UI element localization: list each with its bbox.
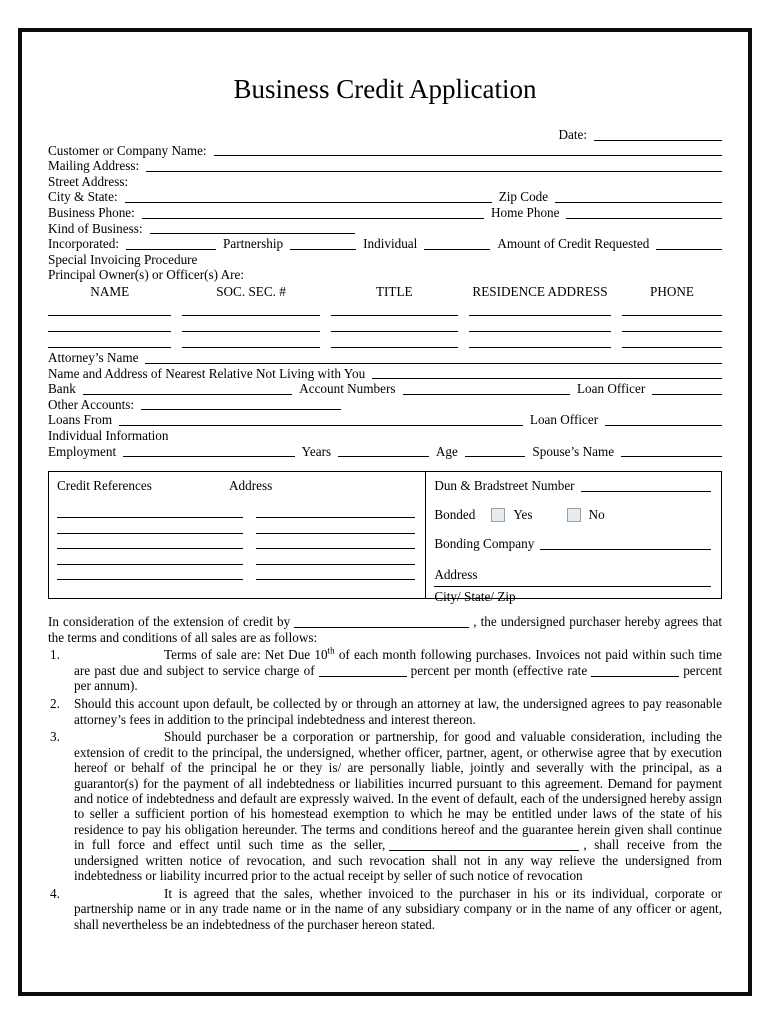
attorney-name-label: Attorney’s Name: [48, 349, 139, 365]
home-phone-line[interactable]: [566, 207, 722, 219]
owners-col-residence-address: RESIDENCE ADDRESS: [472, 283, 608, 299]
term-item-3: [48, 729, 722, 883]
bank-row: [48, 381, 722, 397]
term-4-text: It is agreed that the sales, whether invoiced to the purchaser in his or its individual, corporate or partnership name or in any trade name or in the name of any subsidiary company or in the name of any officer or agent, shall nevertheless be an indebtedness of the purchaser hereon stated.: [74, 886, 722, 932]
bonded-yes-checkbox[interactable]: [491, 508, 505, 522]
owners-col-name: NAME: [90, 283, 130, 299]
credit-reference-row: [57, 564, 415, 565]
individual-information-row: [48, 428, 722, 444]
principal-owners-row: [48, 267, 722, 283]
term-1-text-b: of each month following purchases. Invoices not paid within such time are past due and subject to service charge of: [74, 647, 723, 678]
spouse-name-line[interactable]: [621, 445, 722, 457]
home-phone-label: Home Phone: [490, 204, 560, 220]
owner-title-line[interactable]: [331, 300, 458, 316]
zip-code-label: Zip Code: [498, 189, 549, 205]
owner-ssn-line[interactable]: [182, 332, 319, 348]
owners-table: [48, 284, 722, 348]
owners-table-row: [48, 300, 722, 316]
credit-reference-row: [57, 533, 415, 534]
term-item-1-number: 1.: [50, 647, 60, 663]
term-item-1-text: [74, 647, 722, 693]
credit-address-line[interactable]: [256, 533, 415, 534]
bonding-company-line[interactable]: [540, 538, 711, 550]
customer-name-line[interactable]: [214, 144, 722, 156]
terms-section: [48, 614, 722, 932]
credit-reference-row: [57, 579, 415, 580]
bonded-no-label: No: [588, 507, 605, 523]
bonding-address-line[interactable]: [434, 586, 711, 587]
credit-reference-line[interactable]: [57, 564, 243, 565]
term-1-text-c: percent per month (effective rate: [410, 662, 588, 678]
credit-reference-line[interactable]: [57, 579, 243, 580]
years-line[interactable]: [338, 445, 429, 457]
bonded-no-checkbox[interactable]: [567, 508, 581, 522]
owners-col-phone: PHONE: [650, 283, 694, 299]
years-label: Years: [301, 443, 332, 459]
employment-row: [48, 444, 722, 460]
attorney-name-line[interactable]: [145, 352, 722, 364]
customer-name-label: Customer or Company Name:: [48, 142, 207, 158]
nearest-relative-row: [48, 366, 722, 382]
mailing-address-line[interactable]: [146, 160, 722, 172]
credit-references-label: Credit References: [57, 478, 152, 494]
term-1-text-a: Terms of sale are: Net Due 10: [164, 647, 328, 663]
bonding-panel: [425, 472, 721, 605]
bank-line[interactable]: [83, 383, 292, 395]
nearest-relative-label: Name and Address of Nearest Relative Not Living with You: [48, 365, 366, 381]
owner-phone-line[interactable]: [622, 316, 722, 332]
date-line[interactable]: [594, 129, 722, 141]
owner-name-line[interactable]: [48, 300, 171, 316]
mailing-address-row: [48, 158, 722, 174]
credit-address-label: Address: [228, 478, 273, 494]
bonding-company-row: [434, 536, 711, 552]
bonded-yes-label: Yes: [513, 507, 533, 523]
bonding-company-label: Bonding Company: [434, 536, 535, 552]
owner-ssn-line[interactable]: [182, 316, 319, 332]
credit-references-panel: [49, 472, 425, 598]
form-title: Business Credit Application: [233, 74, 537, 104]
owners-table-row: [48, 316, 722, 332]
mailing-address-label: Mailing Address:: [48, 158, 140, 174]
bonded-row: [434, 507, 711, 523]
bonding-city-state-zip-row: [434, 589, 711, 605]
credit-reference-row: [57, 548, 415, 549]
special-invoicing-label: Special Invoicing Procedure: [48, 251, 198, 267]
loan-officer-2-label: Loan Officer: [529, 412, 599, 428]
term-item-1: [48, 647, 722, 693]
employment-line[interactable]: [123, 445, 295, 457]
kind-of-business-line[interactable]: [150, 222, 355, 234]
loan-officer-line[interactable]: [652, 383, 722, 395]
special-invoicing-row: [48, 252, 722, 268]
dun-bradstreet-line[interactable]: [581, 480, 711, 492]
term-1-text-d: percent per annum).: [74, 662, 722, 694]
street-address-label: Street Address:: [48, 173, 129, 189]
term-3-text-a: Should purchaser be a corporation or partnership, for good and valuable consideration, including the extension of credit to the principal, the undersigned, whether officer, partner, agent, or otherwise agree that by execution hereof or behalf of the principal he or they is/ are personally liable, jointly and severally with the principal, as a guarantor(s) for the payment of all indebtedness or liabilities incurred pursuant to this agreement. Demand for payment and notice of indebtedness and default are expressly waived. In the event of default, each of the undersigned hereby assign to seller a sufficient portion of his homestead exemption to which he may be entitled under laws of the state of his residence to pay his obligation hereunder. The terms and conditions hereof and the guarantee herein given shall continue in full force and effect until such time as the seller,: [74, 729, 722, 853]
intro-text-b: , the undersigned purchaser hereby agrees that the terms and conditions of all sales are as follows:: [48, 614, 723, 645]
amount-of-credit-line[interactable]: [656, 238, 722, 250]
other-accounts-row: [48, 397, 722, 413]
owner-title-line[interactable]: [331, 316, 458, 332]
spouse-name-label: Spouse’s Name: [532, 443, 615, 459]
date-label: Date:: [558, 127, 587, 142]
business-phone-label: Business Phone:: [48, 204, 135, 220]
city-state-line[interactable]: [125, 191, 492, 203]
page-border: [18, 28, 752, 996]
owners-table-row: [48, 332, 722, 348]
credit-reference-line[interactable]: [57, 533, 243, 534]
attorney-row: [48, 350, 722, 366]
owner-name-line[interactable]: [48, 332, 171, 348]
ordinal-suffix: th: [327, 646, 335, 657]
intro-text-a: In consideration of the extension of credit by: [48, 614, 291, 630]
bonded-label: Bonded: [434, 507, 476, 523]
effective-rate-line[interactable]: [591, 665, 679, 677]
credit-reference-row: [57, 517, 415, 518]
phones-row: [48, 205, 722, 221]
dun-bradstreet-label: Dun & Bradstreet Number: [434, 478, 575, 494]
credit-references-box: [48, 471, 722, 605]
owner-phone-line[interactable]: [622, 332, 722, 348]
other-accounts-label: Other Accounts:: [48, 396, 135, 412]
service-charge-line[interactable]: [319, 665, 407, 677]
dun-bradstreet-row: [434, 478, 711, 494]
owner-title-line[interactable]: [331, 332, 458, 348]
loan-officer-label: Loan Officer: [576, 381, 646, 397]
city-state-label: City & State:: [48, 189, 118, 205]
nearest-relative-line[interactable]: [372, 367, 722, 379]
term-item-3-text: [74, 729, 722, 883]
kind-of-business-row: [48, 221, 722, 237]
partnership-line[interactable]: [290, 238, 356, 250]
term-item-2: [48, 696, 722, 727]
loan-officer-2-line[interactable]: [605, 414, 722, 426]
other-accounts-line[interactable]: [141, 398, 341, 410]
amount-of-credit-label: Amount of Credit Requested: [497, 236, 650, 252]
loans-from-row: [48, 412, 722, 428]
loans-from-label: Loans From: [48, 412, 113, 428]
owners-col-title: TITLE: [375, 283, 413, 299]
credit-address-line[interactable]: [256, 548, 415, 549]
bank-label: Bank: [48, 381, 76, 397]
owners-col-ssn: SOC. SEC. #: [216, 283, 286, 299]
owner-name-line[interactable]: [48, 316, 171, 332]
term-item-4-number: 4.: [50, 886, 60, 901]
individual-information-label: Individual Information: [48, 427, 169, 443]
account-numbers-line[interactable]: [403, 383, 570, 395]
term-item-4-text: [74, 886, 722, 932]
owner-ssn-line[interactable]: [182, 300, 319, 316]
individual-line[interactable]: [424, 238, 490, 250]
business-phone-line[interactable]: [142, 207, 484, 219]
individual-label: Individual: [363, 236, 418, 252]
credit-references-header: [57, 478, 415, 494]
terms-intro: [48, 614, 722, 645]
term-2-text: Should this account upon default, be collected by or through an attorney at law, the undersigned agrees to pay reasonable attorney’s fees in addition to the principal indebtedness and interest thereon.: [74, 696, 722, 727]
owner-address-line[interactable]: [469, 316, 611, 332]
term-item-3-number: 3.: [50, 729, 60, 745]
partnership-label: Partnership: [223, 236, 284, 252]
kind-of-business-label: Kind of Business:: [48, 220, 143, 236]
creditor-name-line[interactable]: [294, 616, 469, 628]
customer-name-row: [48, 143, 722, 159]
term-3-text-b: , shall receive from the undersigned written notice of revocation, and such revocation shall not in any way relieve the undersigned from indebtedness or liability incurred prior to the actual receipt by seller of such notice of revocation: [74, 837, 722, 884]
incorporated-label: Incorporated:: [48, 236, 120, 252]
term-item-4: [48, 886, 722, 932]
owner-phone-line[interactable]: [622, 300, 722, 316]
entity-type-row: [48, 236, 722, 252]
age-label: Age: [435, 443, 458, 459]
owner-address-line[interactable]: [469, 300, 611, 316]
seller-name-line[interactable]: [389, 839, 579, 851]
city-state-zip-row: [48, 189, 722, 205]
employment-label: Employment: [48, 443, 117, 459]
street-address-row: [48, 174, 722, 190]
credit-address-line[interactable]: [256, 517, 415, 518]
principal-owners-label: Principal Owner(s) or Officer(s) Are:: [48, 267, 245, 283]
bonding-city-state-zip-label: City/ State/ Zip: [434, 589, 516, 605]
credit-reference-line[interactable]: [57, 517, 243, 518]
account-numbers-label: Account Numbers: [299, 381, 396, 397]
credit-reference-line[interactable]: [57, 548, 243, 549]
loans-from-line[interactable]: [119, 414, 523, 426]
zip-code-line[interactable]: [555, 191, 722, 203]
bonding-address-label: Address: [434, 567, 478, 583]
date-row: [48, 127, 722, 143]
term-item-2-number: 2.: [50, 696, 60, 712]
incorporated-line[interactable]: [126, 238, 216, 250]
bonding-address-row: [434, 567, 711, 583]
term-item-2-text: [74, 696, 722, 727]
credit-address-line[interactable]: [256, 579, 415, 580]
owners-table-header: [48, 284, 722, 300]
credit-address-line[interactable]: [256, 564, 415, 565]
age-line[interactable]: [465, 445, 526, 457]
owner-address-line[interactable]: [469, 332, 611, 348]
